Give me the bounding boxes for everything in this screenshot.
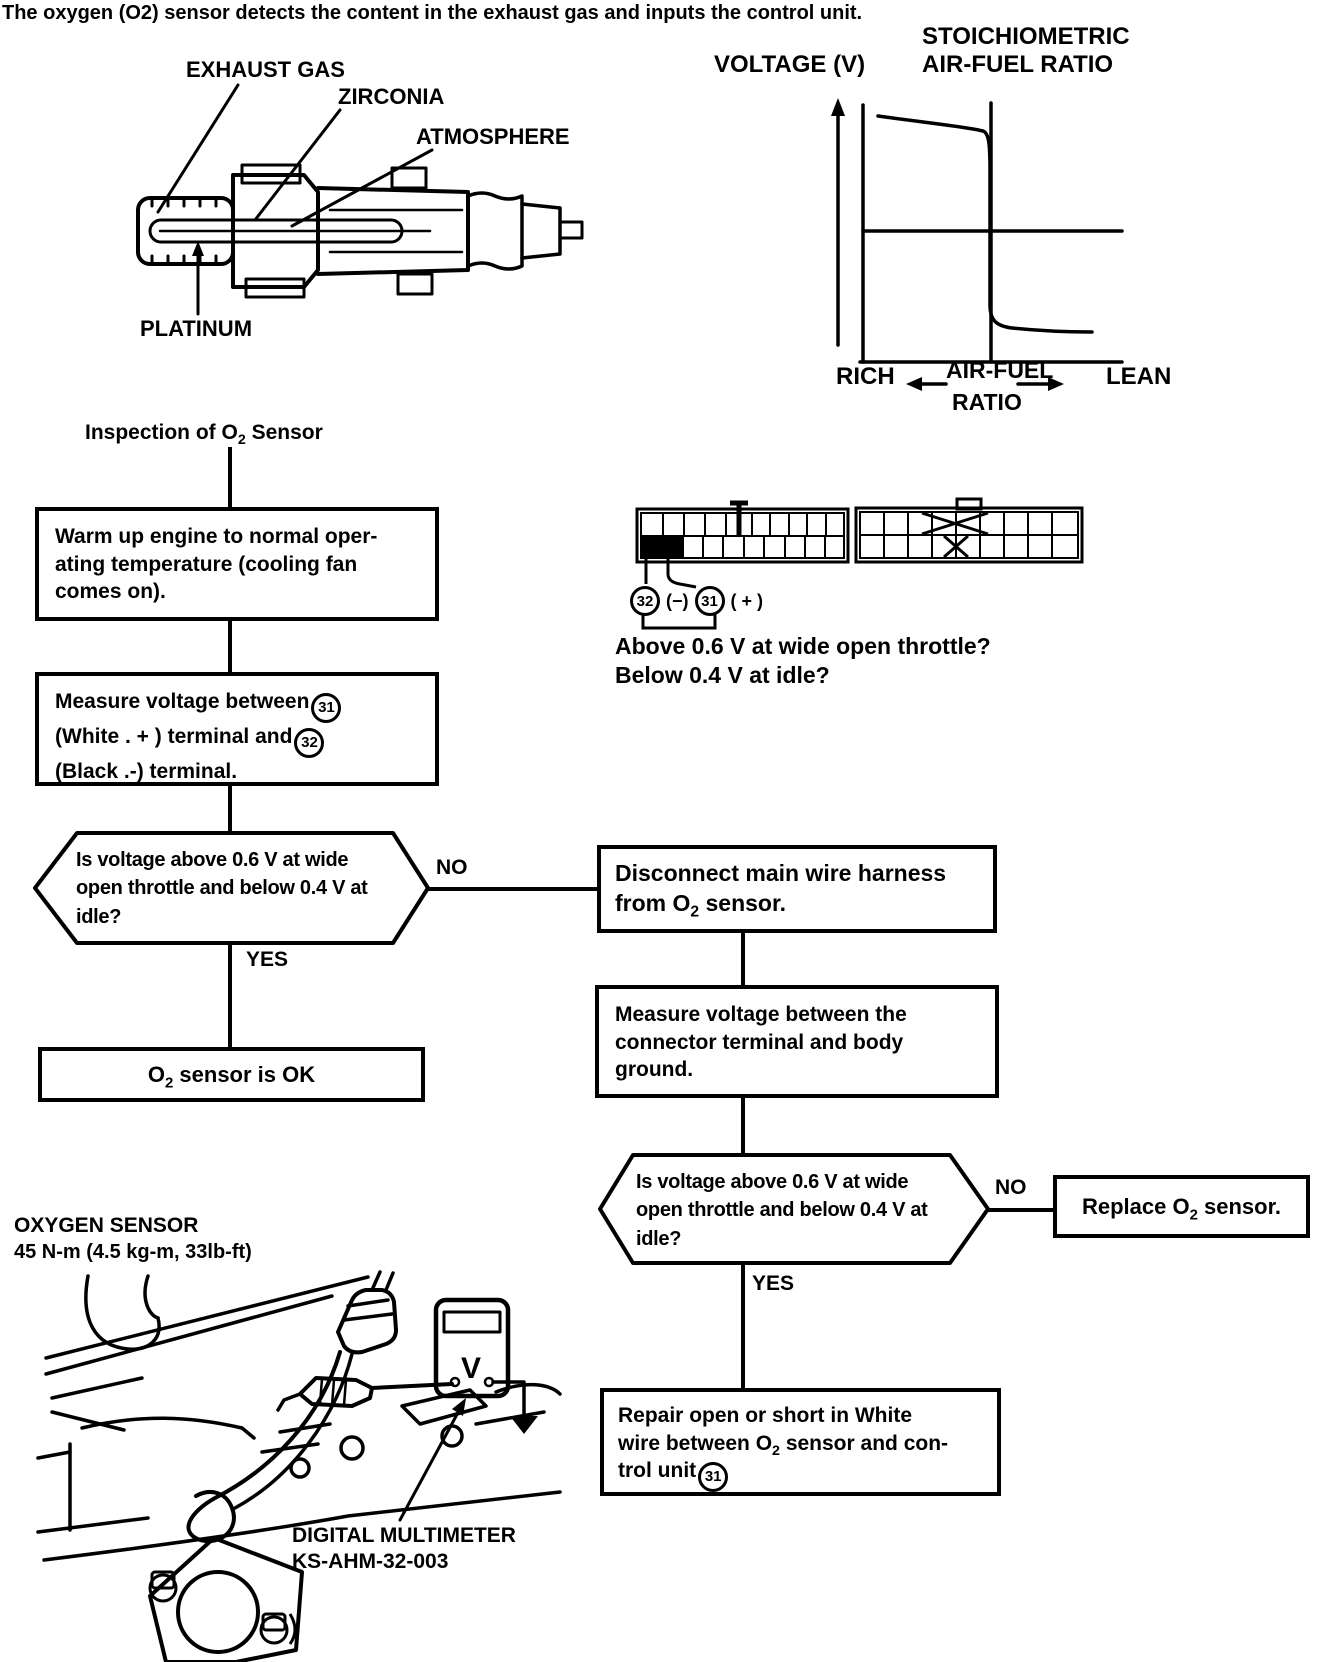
multimeter-label-line1: DIGITAL MULTIMETER (292, 1524, 516, 1547)
step-text-line: ating temperature (cooling fan (55, 552, 358, 576)
decision2-text: Is voltage above 0.6 V at wide open throttle and below 0.4 V at idle? (636, 1171, 928, 1250)
step-text-line: Warm up engine to normal oper- (55, 525, 378, 548)
result-replace-box: Replace $O_2$ sensor. (1053, 1175, 1310, 1238)
label-zirconia: ZIRCONIA (338, 84, 445, 109)
connector-terminal-labels (630, 586, 763, 616)
multimeter-v-symbol: V (460, 1352, 482, 1385)
decision1-no-label: NO (436, 856, 468, 879)
oxygen-sensor-torque-spec: 45 N-m (4.5 kg-m, 33lb-ft) (14, 1241, 252, 1263)
connector-question-line1: Above 0.6 V at wide open throttle? (615, 633, 991, 659)
decision1-yes-label: YES (246, 948, 289, 971)
graph-lean-label: LEAN (1106, 363, 1172, 390)
graph-rich-label: RICH (836, 363, 895, 390)
step-measure-ground-box: Measure voltage between the connector terminal and body ground. (595, 985, 999, 1098)
multimeter-label-line2: KS-AHM-32-003 (292, 1550, 449, 1573)
graph-stoichiometric-label-line2: AIR-FUEL RATIO (922, 51, 1114, 78)
decision2-yes-label: YES (752, 1272, 795, 1295)
graph-ratio-label: RATIO (952, 389, 1022, 415)
step-measure-terminals-box (35, 672, 439, 786)
step-text-segment: Measure voltage between (55, 690, 310, 713)
result-repair-box: Repair open or short in White wire between $O_2$ sensor and con- trol unit 31 (600, 1388, 1001, 1496)
intro-text: The oxygen (O2) sensor detects the content in the exhaust gas and inputs the control unit. (2, 2, 863, 24)
terminal-31-badge: 31 (311, 693, 341, 723)
engine-illustration (38, 1272, 560, 1560)
connector-question-line2: Below 0.4 V at idle? (615, 662, 830, 688)
terminal-31-badge: 31 (695, 586, 725, 616)
terminal-32-polarity: (−) (666, 590, 689, 611)
decision2-no-label: NO (995, 1176, 1027, 1199)
label-atmosphere: ATMOSPHERE (416, 124, 570, 149)
exhaust-flange-drawing (150, 1538, 302, 1662)
terminal-31-polarity: ( + ) (730, 590, 764, 611)
terminal-32-badge: 32 (294, 728, 324, 758)
label-exhaust-gas: EXHAUST GAS (186, 57, 345, 82)
terminal-31-badge: 31 (698, 1462, 728, 1492)
sensor-cross-section-drawing (138, 85, 582, 314)
step-warm-up-box (35, 507, 439, 621)
graph-y-axis-label: VOLTAGE (V) (714, 51, 866, 78)
result-sensor-ok-box: $O_2$ sensor is OK (38, 1047, 425, 1102)
label-platinum: PLATINUM (140, 316, 253, 341)
step-text-line: (Black .-) terminal. (55, 759, 238, 783)
graph-airfuel-label: AIR-FUEL (946, 357, 1054, 383)
decision1-text: Is voltage above 0.6 V at wide open throttle and below 0.4 V at idle? (76, 849, 368, 928)
ground-symbol (510, 1416, 538, 1434)
step-text-line: comes on). (55, 580, 166, 604)
oxygen-sensor-part-label: OXYGEN SENSOR (14, 1214, 199, 1237)
voltage-graph-drawing (831, 98, 1122, 391)
graph-stoichiometric-label-line1: STOICHIOMETRIC (922, 23, 1130, 50)
step-disconnect-box: Disconnect main wire harness from $O_2$ sensor. (597, 845, 997, 933)
flowchart-title: Inspection of $O_2$ Sensor (85, 421, 323, 449)
terminal-32-badge: 32 (630, 586, 660, 616)
step-text-segment: (White . + ) terminal and (55, 724, 293, 748)
